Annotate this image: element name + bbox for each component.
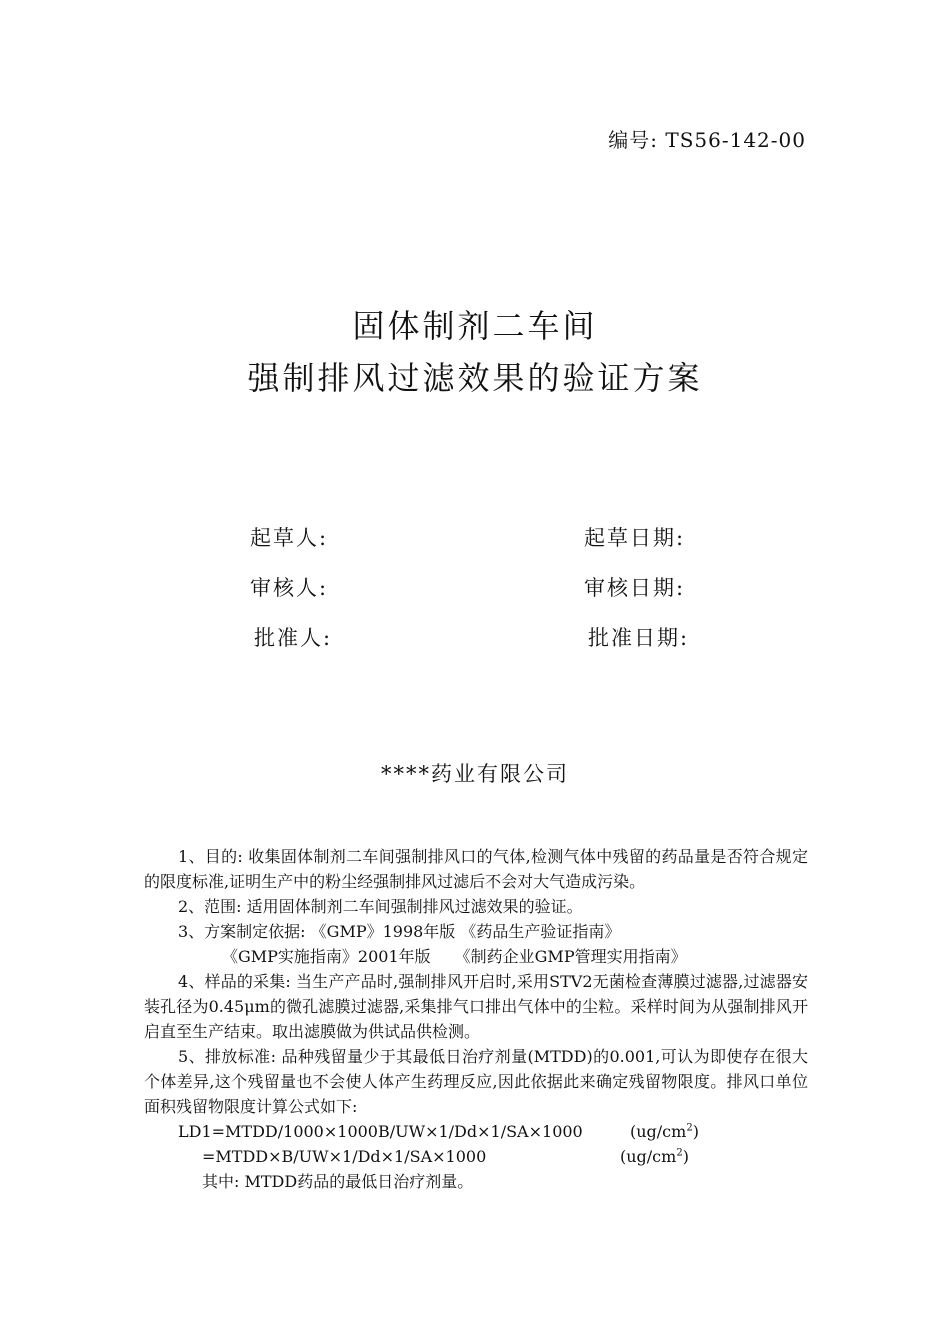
reviewer-label: 审核人:	[250, 576, 329, 600]
formula-line-2	[144, 1144, 808, 1169]
section-where: 其中: MTDD药品的最低日治疗剂量。	[202, 1172, 474, 1191]
signature-row-reviewer	[0, 572, 950, 602]
review-date-label: 审核日期:	[584, 576, 686, 600]
formula-2-unit: $(ug/cm^2)$	[620, 1147, 689, 1166]
section-standard: 5、排放标准: 品种残留量少于其最低日治疗剂量(MTDD)的0.001,可认为即使存在很大个体差异,这个残留量也不会使人体产生药理反应,因此依据此来确定残留物限度。排风口单位面积残留物限度计算公式如下:	[144, 1047, 808, 1116]
section-sampling: 4、样品的采集: 当生产产品时,强制排风开启时,采用STV2无菌检查薄膜过滤器,过滤器安装孔径为0.45μm的微孔滤膜过滤器,采集排气口排出气体中的尘粒。采样时间为从强制排风开启直至生产结束。取出滤膜做为供试品供检测。	[144, 972, 808, 1041]
draft-date-label: 起草日期:	[584, 526, 686, 550]
formula-1-unit: $(ug/cm^2)$	[630, 1122, 699, 1141]
title-line-1: 固体制剂二车间	[352, 307, 598, 345]
approval-date-label: 批准日期:	[588, 626, 690, 650]
title-line-2: 强制排风过滤效果的验证方案	[247, 359, 703, 397]
signature-row-approver	[0, 622, 950, 652]
formula-line-1	[144, 1119, 808, 1144]
section-purpose: 1、目的: 收集固体制剂二车间强制排风口的气体,检测气体中残留的药品量是否符合规定的限度标准,证明生产中的粉尘经强制排风过滤后不会对大气造成污染。	[144, 847, 808, 891]
section-basis-continued: 《GMP实施指南》2001年版 《制药企业GMP管理实用指南》	[222, 947, 687, 966]
approver-label: 批准人:	[254, 626, 333, 650]
section-basis: 3、方案制定依据: 《GMP》1998年版 《药品生产验证指南》	[178, 922, 621, 941]
document-body	[144, 844, 808, 1194]
formula-2-expression: =MTDD×B/UW×1/Dd×1/SA×1000	[202, 1147, 487, 1166]
formula-1-expression: LD1=MTDD/1000×1000B/UW×1/Dd×1/SA×1000	[178, 1122, 583, 1141]
drafter-label: 起草人:	[250, 526, 329, 550]
title-block	[0, 300, 950, 404]
signature-row-drafter	[0, 522, 950, 552]
section-scope: 2、范围: 适用固体制剂二车间强制排风过滤效果的验证。	[178, 897, 583, 916]
document-number: 编号: TS56-142-00	[608, 128, 806, 152]
company-name: ****药业有限公司	[381, 762, 569, 786]
